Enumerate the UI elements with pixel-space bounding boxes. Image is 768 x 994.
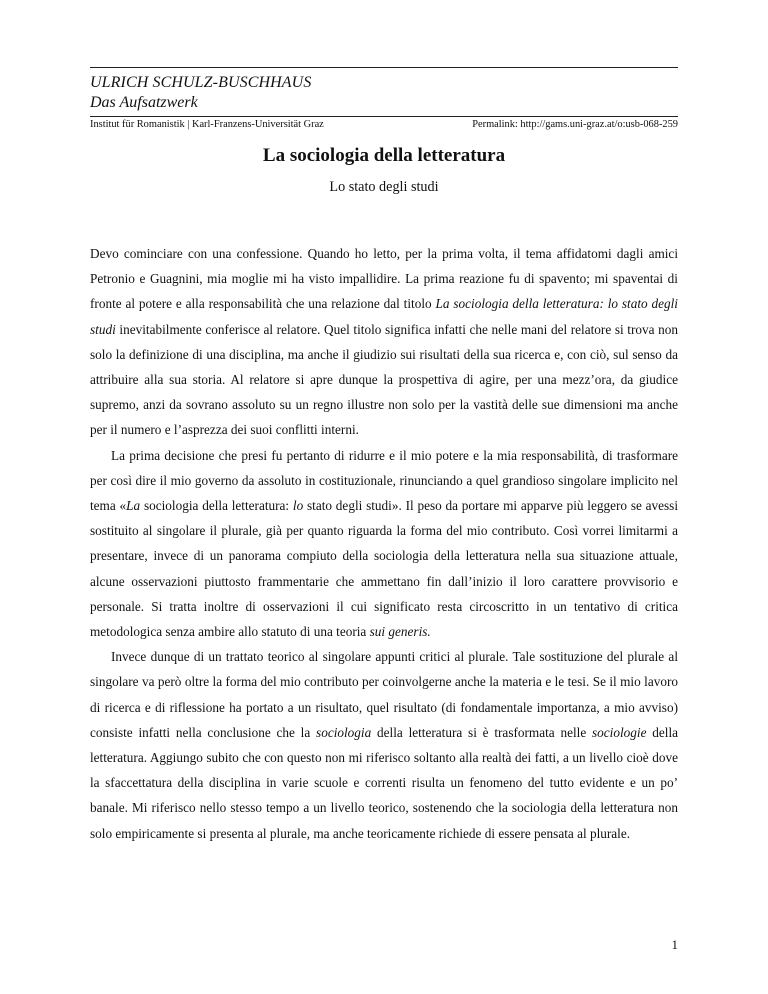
paragraph-2-italic-2: lo — [292, 498, 304, 514]
paragraph-1-text-1: Devo cominciare con una confessione. Quando ho letto, per la prima volta, il tema affidatomi dagli amici Petronio e Guagnini, mia moglie mi ha visto impallidire. La prima reazione fu di spavento; mi spaventai di fronte al potere e alla responsabilità che una relazione dal titolo — [90, 246, 678, 312]
article-title: La sociologia della letteratura — [262, 145, 506, 166]
paragraph-3-italic-1: sociologia — [316, 724, 372, 740]
header-top-rule — [90, 67, 678, 68]
article-body — [90, 241, 678, 846]
paragraph-2-italic-3: sui generis. — [369, 624, 431, 640]
paragraph-2-text-1: La prima decisione che presi fu pertanto di ridurre e il mio potere e la mia responsabilità, di trasformare per così dire il mio governo da assoluto in costituzionale, rinunciando a quel grandioso singolare implicito nel tema « — [90, 447, 678, 514]
paragraph-3 — [90, 644, 678, 846]
author-name: ULRICH SCHULZ-BUSCHHAUS — [90, 74, 312, 91]
collection-title: Das Aufsatzwerk — [90, 94, 198, 111]
institute-line: Institut für Romanistik | Karl-Franzens-Universität Graz — [90, 119, 324, 130]
page-number: 1 — [671, 937, 678, 952]
paragraph-1-italic-title: La sociologia della letteratura: lo stato degli studi — [90, 296, 678, 337]
paragraph-2-text-3: stato degli studi». Il peso da portare mi apparve più leggero se avessi sostituito al singolare il plurale, già per quanto riguarda la forma del mio contributo. Così vorrei limitarmi a presentare, invece di un panorama compiuto della sociologia della letteratura nella sua situazione attuale, alcune osservazioni piuttosto frammentarie che ammettano fin dall’inizio il loro carattere provvisorio e personale. Si tratta inoltre di osservazioni il cui significato resta circoscritto in un tentativo di critica metodologica senza ambire allo statuto di una teoria — [90, 498, 679, 640]
header-middle-rule — [90, 116, 678, 117]
paragraph-2-text-2: sociologia della letteratura: — [140, 498, 293, 514]
paragraph-3-text-1: Invece dunque di un trattato teorico al singolare appunti critici al plurale. Tale sostituzione del plurale al singolare va però oltre la forma del mio contributo per coinvolgerne anche la materia e le tesi. Se il mio lavoro di ricerca e di riflessione ha portato a un risultato, quel risultato (di fondamentale importanza, a mio avviso) consiste infatti nella conclusione che la — [90, 649, 678, 740]
paragraph-3-italic-2: sociologie — [592, 724, 647, 740]
document-page — [90, 0, 678, 994]
paragraph-2 — [90, 443, 678, 645]
article-subtitle: Lo stato degli studi — [329, 179, 439, 195]
paragraph-1-text-2: inevitabilmente conferisce al relatore. Quel titolo significa infatti che nelle mani del relatore si trova non solo la definizione di una disciplina, ma anche il giudizio sui risultati della sua ricerca e, con ciò, sul senso da attribuire alla sua storia. Al relatore si apre dunque la prospettiva di agire, per una mezz’ora, da giudice supremo, anzi da sovrano assoluto su un regno illustre non solo per la vastità delle sue dimensioni ma anche per il numero e l’asprezza dei suoi conflitti interni. — [90, 321, 678, 438]
paragraph-3-text-2: della letteratura si è trasformata nelle — [371, 724, 592, 740]
permalink-line: Permalink: http://gams.uni-graz.at/o:usb-068-259 — [472, 119, 678, 130]
paragraph-3-text-3: della letteratura. Aggiungo subito che con questo non mi riferisco soltanto alla realtà dei fatti, a un livello cioè dove la sfaccettatura della disciplina in varie scuole e correnti risulta un fenomeno del tutto evidente e un po’ banale. Mi riferisco nello stesso tempo a un livello teorico, sostenendo che la sociologia della letteratura non solo empiricamente si presenta al plurale, ma anche teoricamente richiede di essere pensata al plurale. — [90, 724, 679, 841]
paragraph-2-italic-1: La — [126, 498, 141, 514]
paragraph-1 — [90, 241, 678, 443]
